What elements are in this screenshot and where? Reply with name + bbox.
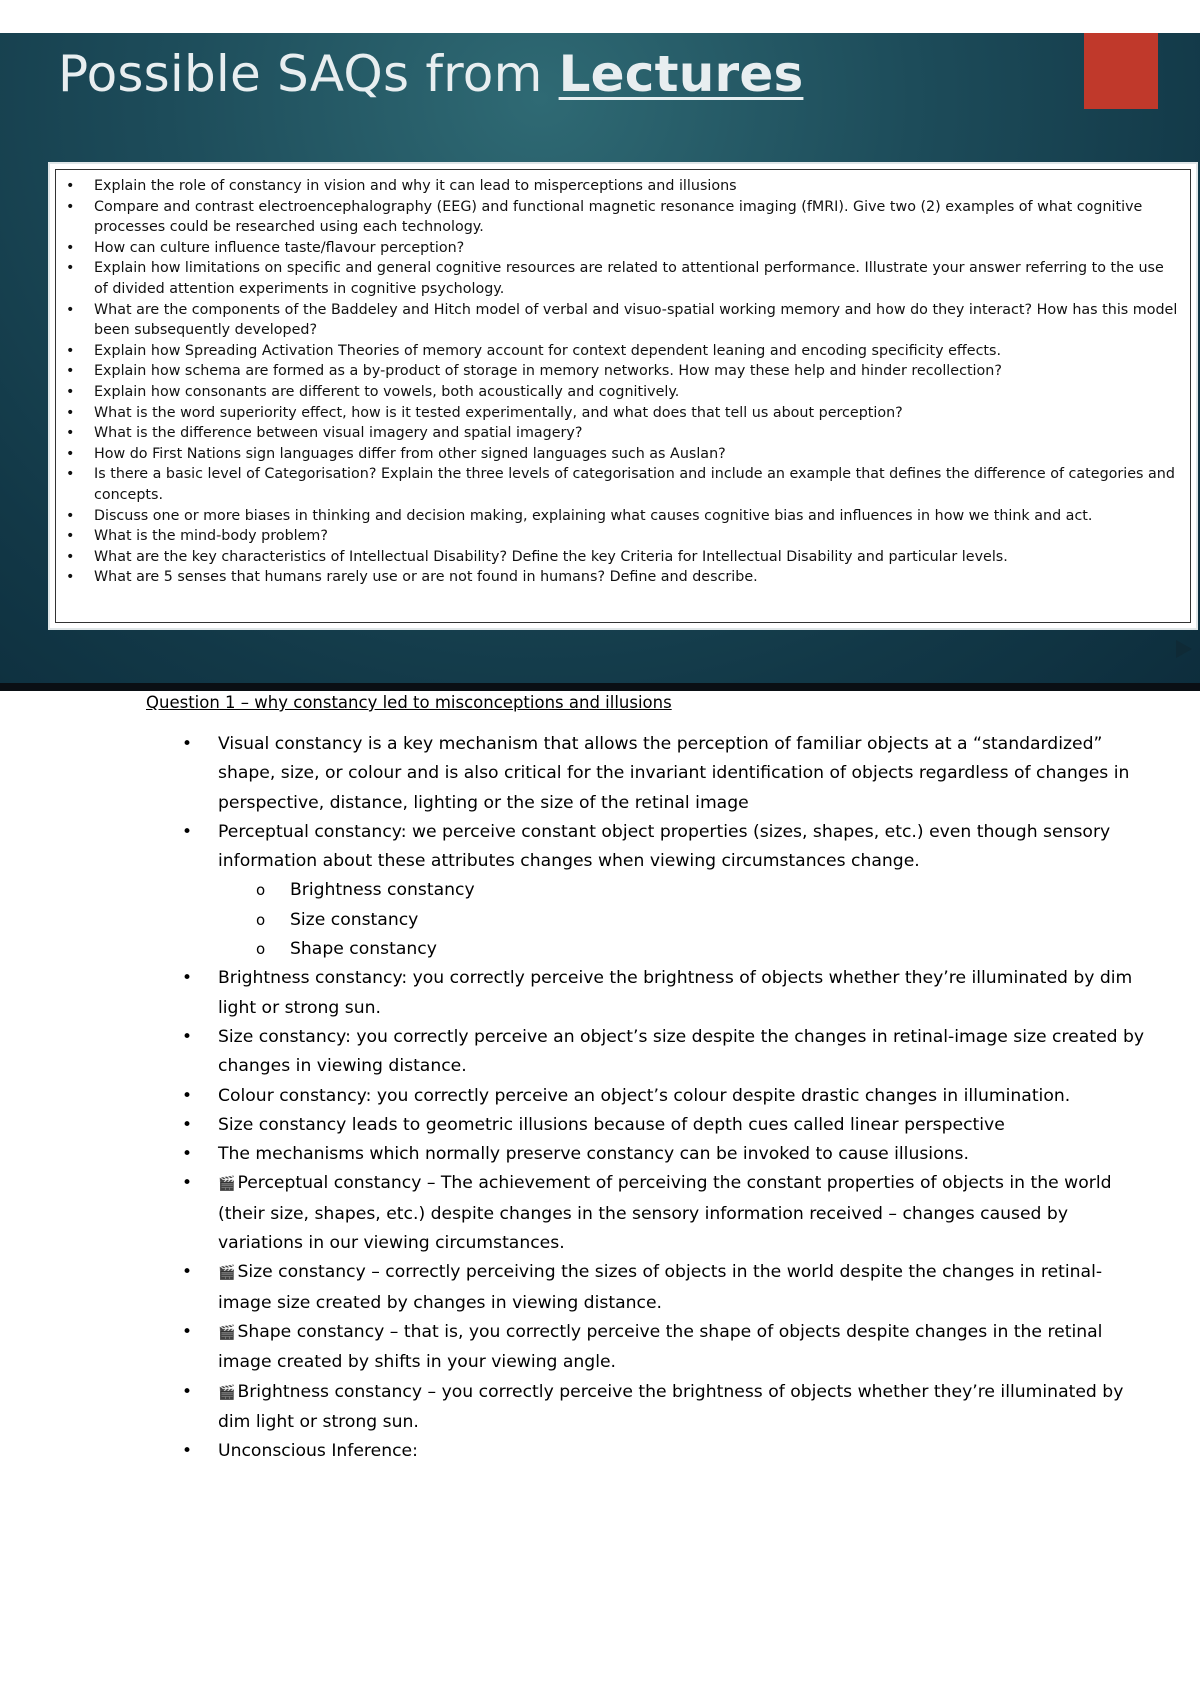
note-item: • Visual constancy is a key mechanism that allows the perception of familiar objects at a “standardized” shape, size, or colour and is also critical for the invariant identification of objects regardless of changes in perspective, distance, lighting or the size of the retinal image xyxy=(218,730,1146,818)
saq-question: • Is there a basic level of Categorisation? Explain the three levels of categorisation and include an example that defines the difference of categories and concepts. xyxy=(94,464,1182,505)
saq-question: • What is the mind-body problem? xyxy=(94,526,1182,547)
lecture-slide-image xyxy=(0,33,1200,690)
note-item xyxy=(218,1378,1146,1438)
saq-question: • Explain how schema are formed as a by-product of storage in memory networks. How may these help and hinder recollection? xyxy=(94,361,1182,382)
note-subitem: o Brightness constancy xyxy=(290,876,1146,905)
note-subitem: o Shape constancy xyxy=(290,935,1146,964)
slide-title-prefix: Possible SAQs from xyxy=(58,45,559,103)
note-text: Size constancy – correctly perceiving the sizes of objects in the world despite the changes in retinal- image size created by changes in viewing distance. xyxy=(218,1262,1103,1313)
notes-list xyxy=(146,730,1146,1466)
note-item xyxy=(218,1258,1146,1318)
note-item: • The mechanisms which normally preserve constancy can be invoked to cause illusions. xyxy=(218,1140,1146,1169)
saq-question: • What are 5 senses that humans rarely use or are not found in humans? Define and describe. xyxy=(94,567,1182,588)
note-item: • Unconscious Inference: xyxy=(218,1437,1146,1466)
saq-question: • How can culture influence taste/flavour perception? xyxy=(94,238,1182,259)
note-item xyxy=(218,1169,1146,1258)
slide-title xyxy=(58,45,803,103)
saq-list-box xyxy=(50,164,1196,628)
slide-title-emphasis: Lectures xyxy=(558,45,804,103)
saq-question: • What is the word superiority effect, how is it tested experimentally, and what does that tell us about perception? xyxy=(94,403,1182,424)
note-item xyxy=(218,1318,1146,1378)
question-heading: Question 1 – why constancy led to misconceptions and illusions xyxy=(146,693,672,712)
note-text: Brightness constancy – you correctly perceive the brightness of objects whether they’re illuminated by dim light or strong sun. xyxy=(218,1381,1124,1432)
clapperboard-icon: 🎬 xyxy=(218,1384,236,1401)
note-item: • Size constancy leads to geometric illusions because of depth cues called linear perspective xyxy=(218,1111,1146,1140)
red-accent-square xyxy=(1084,33,1158,109)
saq-question: • How do First Nations sign languages differ from other signed languages such as Auslan? xyxy=(94,444,1182,465)
saq-question: • Explain how Spreading Activation Theories of memory account for context dependent leaning and encoding specificity effects. xyxy=(94,341,1182,362)
saq-question: • Explain how limitations on specific and general cognitive resources are related to attentional performance. Illustrate your answer referring to the use of divided attention experiments in cognitive psychology. xyxy=(94,258,1182,299)
saq-question: • What is the difference between visual imagery and spatial imagery? xyxy=(94,423,1182,444)
saq-question: • Explain the role of constancy in vision and why it can lead to misperceptions and illusions xyxy=(94,176,1182,197)
note-item: • Brightness constancy: you correctly perceive the brightness of objects whether they’re illuminated by dim light or strong sun. xyxy=(218,964,1146,1023)
clapperboard-icon: 🎬 xyxy=(218,1324,236,1341)
note-item: • Colour constancy: you correctly perceive an object’s colour despite drastic changes in illumination. xyxy=(218,1082,1146,1111)
saq-question: • What are the key characteristics of Intellectual Disability? Define the key Criteria for Intellectual Disability and particular levels. xyxy=(94,547,1182,568)
clapperboard-icon: 🎬 xyxy=(218,1265,236,1282)
note-text: Perceptual constancy – The achievement of perceiving the constant properties of objects in the world (their size, shapes, etc.) despite changes in the sensory information received – changes caused by variations in our viewing circumstances. xyxy=(218,1173,1112,1254)
saq-question: • What are the components of the Baddeley and Hitch model of verbal and visuo-spatial working memory and how do they interact? How has this model been subsequently developed? xyxy=(94,300,1182,341)
saq-question-list xyxy=(94,176,1182,588)
note-text: Shape constancy – that is, you correctly perceive the shape of objects despite changes in the retinal image created by shifts in your viewing angle. xyxy=(218,1321,1103,1373)
clapperboard-icon: 🎬 xyxy=(218,1176,236,1193)
saq-question: • Explain how consonants are different to vowels, both acoustically and cognitively. xyxy=(94,382,1182,403)
note-subitem: o Size constancy xyxy=(290,906,1146,935)
slide-nav-arrow-icon xyxy=(1176,640,1192,658)
saq-question: • Compare and contrast electroencephalography (EEG) and functional magnetic resonance imaging (fMRI). Give two (2) examples of what cognitive processes could be researched using each technology. xyxy=(94,197,1182,238)
notes-document xyxy=(146,690,1146,1466)
saq-question: • Discuss one or more biases in thinking and decision making, explaining what causes cognitive bias and influences in how we think and act. xyxy=(94,506,1182,527)
note-item: • Size constancy: you correctly perceive an object’s size despite the changes in retinal-image size created by changes in viewing distance. xyxy=(218,1023,1146,1082)
note-item: • Perceptual constancy: we perceive constant object properties (sizes, shapes, etc.) even though sensory information about these attributes changes when viewing circumstances change. xyxy=(218,818,1146,877)
